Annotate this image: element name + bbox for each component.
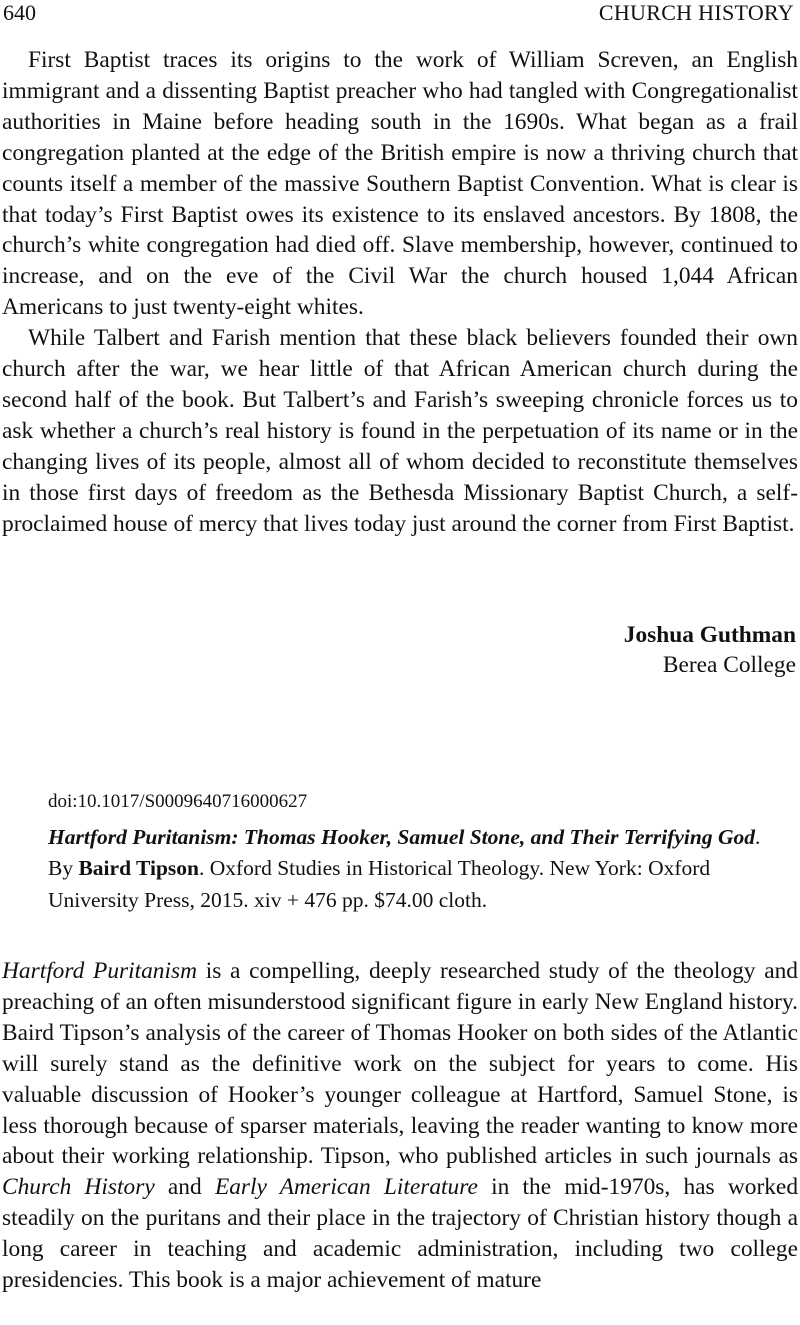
page-number: 640 xyxy=(3,0,36,25)
reviewer-affiliation: Berea College xyxy=(662,652,796,678)
italic-book-title: Hartford Puritanism xyxy=(2,958,198,984)
book-citation xyxy=(48,786,768,916)
review-1-paragraph-1: First Baptist traces its origins to the work of William Screven, an English immigrant and a dissenting Baptist preacher who had tangled with Congregationalist authorities in Maine before heading south in the 1690s. What began as a frail congregation planted at the edge of the British empire is now a thriving church that counts itself a member of the massive Southern Baptist Convention. What is clear is that today’s First Baptist owes its existence to its enslaved ancestors. By 1808, the church’s white congregation had died off. Slave membership, however, continued to increase, and on the eve of the Civil War the church housed 1,044 African Americans to just twenty-eight whites. xyxy=(2,47,798,321)
book-author: Baird Tipson xyxy=(78,856,199,880)
book-title: Hartford Puritanism: Thomas Hooker, Samuel Stone, and Their Terrifying God xyxy=(48,824,756,849)
title-period: . xyxy=(755,824,761,849)
review-2-paragraph-1 xyxy=(2,956,798,1296)
review-2-text-a: is a compelling, deeply researched study of the theology and preaching of an often misunderstood significant figure in early New England history. Baird Tipson’s analysis of the career of Thomas Hooker on both sides of the Atlantic will surely stand as the definitive work on the subject for years to come. His valuable discussion of Hooker’s younger colleague at Hartford, Samuel Stone, is less thorough because of sparser materials, leaving the reader wanting to know more about their working relationship. Tipson, who published articles in such journals as xyxy=(2,958,798,1170)
by-label: By xyxy=(48,856,74,880)
reviewer-signature xyxy=(624,620,796,680)
reviewer-name: Joshua Guthman xyxy=(623,622,796,648)
page-header xyxy=(3,0,794,26)
review-2-text-b: and xyxy=(154,1174,215,1201)
italic-journal-early-american-literature: Early American Literature xyxy=(214,1174,478,1201)
review-2-text-c: in the mid-1970s, has worked steadily on the puritans and their place in the trajectory of Christian history though a long career in teaching and academic administration, including two college presidencies. This book is a major achievement of mature xyxy=(2,1174,799,1294)
review-2-body xyxy=(2,956,798,1296)
doi-link[interactable]: doi:10.1017/S0009640716000627 xyxy=(48,791,308,812)
review-1-paragraph-2: While Talbert and Farish mention that these black believers founded their own church after the war, we hear little of that African American church during the second half of the book. But Talbert’s and Farish’s sweeping chronicle forces us to ask whether a church’s real history is found in the perpetuation of its name or in the changing lives of its people, almost all of whom decided to reconstitute themselves in those first days of freedom as the Bethesda Missionary Baptist Church, a self-proclaimed house of mercy that lives today just around the corner from First Baptist. xyxy=(2,325,798,537)
running-head: CHURCH HISTORY xyxy=(598,0,794,25)
publication-info: Oxford Studies in Historical Theology. New York: Oxford University Press, 2015. xiv + 476 pp. $74.00 cloth. xyxy=(48,856,711,912)
citation-details xyxy=(48,822,768,917)
review-1-body xyxy=(2,45,798,540)
author-period: . xyxy=(198,856,210,880)
italic-journal-church-history: Church History xyxy=(2,1174,155,1201)
